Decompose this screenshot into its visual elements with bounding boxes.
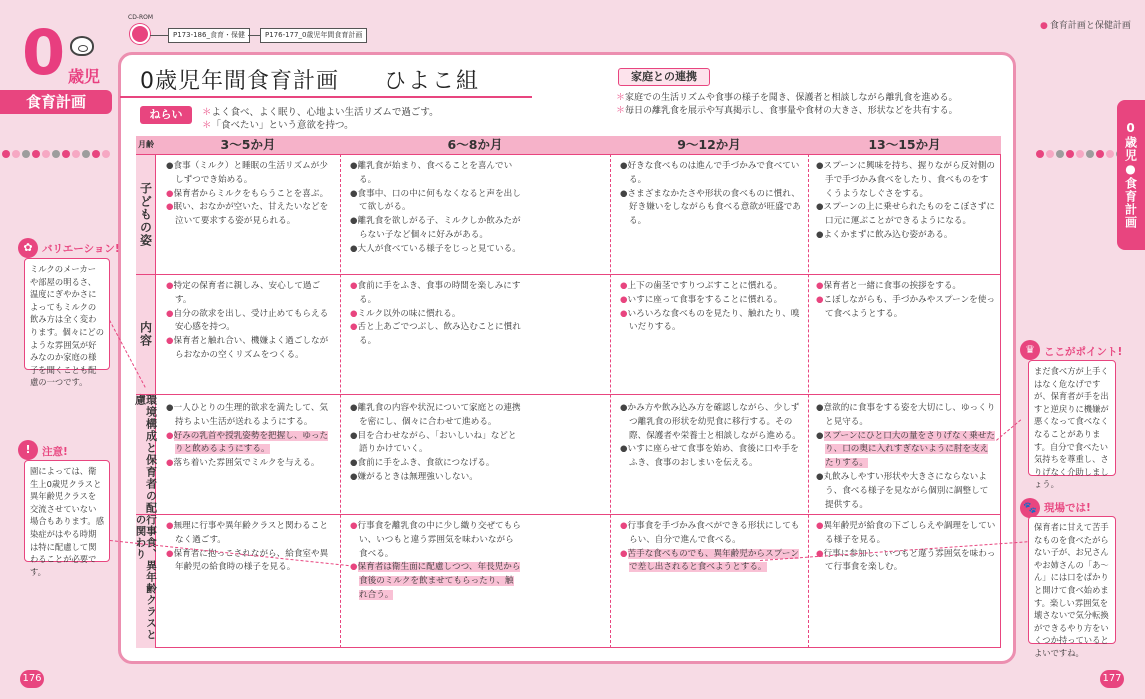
table-cell: ● 行事食を離乳食の中に少し織り交ぜてもらい、いつもと違う雰囲気を味わいながら食べる。 ● 保育者は衛生面に配慮しつつ、年長児から食後のミルクを飲ませてもらったり、触れ合う。	[350, 520, 522, 603]
path-file[interactable]: P176-177_0歳児年間食育計画	[260, 28, 367, 43]
table-cell: ● スプーンに興味を持ち、握りながら反対側の手で手づかみ食べをしたり、食べものをすくうようなしぐさをする。 ● スプーンの上に乗せられたものをこぼさずに口元に運ぶことができるようになる。 ● よくかまずに飲み込む姿がある。	[816, 160, 996, 243]
plan-title: 0歳児年間食育計画	[140, 69, 339, 94]
variation-title: バリエーション!	[42, 243, 120, 255]
row-label: 子どもの姿	[136, 154, 156, 274]
path-folder[interactable]: P173-186_食育・保健	[168, 28, 250, 43]
table-cell: ● 保育者と一緒に食事の挨拶をする。 ● こぼしながらも、手づかみやスプーンを使って食べようとする。	[816, 280, 996, 321]
table-cell: ● 離乳食が始まり、食べることを喜んでいる。 ● 食事中、口の中に何もなくなると声を出して欲しがる。 ● 離乳食を欲しがる子、ミルクしか飲みたがらない子など個々に好みがある。 ● 大人が食べている様子をじっと見ている。	[350, 160, 522, 257]
path-connector	[150, 35, 168, 36]
aims-label: ねらい	[140, 106, 192, 124]
section-label: 食育計画	[0, 90, 112, 114]
age-unit: 歳児	[68, 67, 101, 86]
point-note: まだ食べ方が上手くはなく危なげですが、保育者が手を出すと逆戻りに機嫌が悪くなって食べなくなることがあります。自分で食べたい気持ちを尊重し、さりげなく介助しましょう。	[1028, 360, 1116, 476]
caution-note: 園によっては、衛生上0歳児クラスと異年齢児クラスを交流させていない場合もあります。感染症がはやる時期は特に配慮して関わることが必要です。	[24, 460, 110, 562]
chapter-title: ● 食育計画と保健計画	[1040, 18, 1131, 31]
row-divider	[136, 394, 1001, 395]
cd-rom-icon	[130, 24, 150, 44]
family-label: 家庭との連携	[618, 68, 710, 86]
table-cell: ● 離乳食の内容や状況について家庭との連携を密にし、個々に合わせて進める。 ● 目を合わせながら、「おいしいね」などと語りかけていく。 ● 食前に手をふき、食欲につなげる。 ● 嫌がるときは無理強いしない。	[350, 402, 522, 485]
family-item: ＊ 毎日の離乳食を展示や写真掲示し、食事量や食材の大きさ、形状などを共有する。	[616, 103, 958, 116]
variation-note: ミルクのメーカーや部屋の明るさ、温度にぎやかさによってもミルクの飲み方は全く変わります。個々にどのような雰囲気が好みなのか家庭の様子を聞くことも配慮の一つです。	[24, 258, 110, 370]
cd-rom-label: CD-ROM	[128, 14, 154, 21]
table-cell: ● 食事（ミルク）と睡眠の生活リズムが少しずつでき始める。 ● 保育者からミルクをもらうことを喜ぶ。 ● 眠い、おなかが空いた、甘えたいなどを泣いて要求する姿が見られる。	[166, 160, 334, 229]
family-item: ＊ 家庭での生活リズムや食事の様子を聞き、保護者と相談しながら離乳食を進める。	[616, 90, 957, 103]
table-cell: ● 意欲的に食事をする姿を大切にし、ゆっくりと見守る。 ● スプーンにひと口大の量をさりげなく乗せたり、口の奥に入れすぎないように肘を支えたりする。 ● 丸飲みしやすい形状や大きさにならないよう、食べる様子を見ながら個別に調整して提供する。	[816, 402, 996, 512]
column-header: 9〜12か月	[610, 136, 808, 154]
table-cell: ● 特定の保育者に親しみ、安心して過ごす。 ● 自分の欲求を出し、受け止めてもらえる安心感を持つ。 ● 保育者と触れ合い、機嫌よく過ごしながらおなかの空くリズムをつくる。	[166, 280, 334, 363]
page-number-right: 177	[1100, 670, 1124, 688]
row-label: 内容	[136, 274, 156, 394]
site-title: 現場では!	[1044, 502, 1091, 514]
column-divider	[340, 154, 341, 648]
corner-header: 月齢	[136, 136, 156, 154]
column-divider	[610, 154, 611, 648]
caution-icon: !	[18, 440, 38, 460]
row-divider	[136, 514, 1001, 515]
row-divider	[136, 274, 1001, 275]
table-cell: ● 好きな食べものは進んで手づかみで食べている。 ● さまざまなかたさや形状の食べものに慣れ、好き嫌いをしながらも食べる意欲が旺盛である。	[620, 160, 802, 229]
aim-item: ＊ 「食べたい」という意欲を持つ。	[202, 117, 354, 131]
table-cell: ● かみ方や飲み込み方を確認しながら、少しずつ離乳食の形状を幼児食に移行する。その際、保護者や栄養士と相談しながら進める。 ● いすに座らせて食事を始め、食後に口や手をふき、食事のおしまいを伝える。	[620, 402, 802, 471]
title-underline	[120, 96, 532, 98]
dog-icon: 🐾	[1020, 498, 1040, 518]
crown-icon: ♛	[1020, 340, 1040, 360]
path-connector	[248, 35, 260, 36]
caution-title: 注意!	[42, 446, 68, 458]
flower-icon: ✿	[18, 238, 38, 258]
pig-icon	[70, 36, 94, 56]
point-title: ここがポイント!	[1044, 346, 1123, 358]
table-cell: ● 食前に手をふき、食事の時間を楽しみにする。 ● ミルク以外の味に慣れる。 ● 舌と上あごでつぶし、飲み込むことに慣れる。	[350, 280, 522, 349]
table-cell: ● 一人ひとりの生理的欲求を満たして、気持ちよい生活が送れるようにする。 ● 好みの乳首や授乳姿勢を把握し、ゆったりと飲めるようにする。 ● 落ち着いた雰囲気でミルクを与える。	[166, 402, 334, 471]
table-cell: ● 行事食を手づかみ食べができる形状にしてもらい、自分で進んで食べる。 ● 苦手な食べものでも、異年齢児からスプーンで差し出されると食べようとする。	[620, 520, 802, 575]
row-divider	[136, 154, 1001, 155]
table-cell: ● 上下の歯茎ですりつぶすことに慣れる。 ● いすに座って食事をすることに慣れる。 ● いろいろな食べものを見たり、触れたり、嗅いだりする。	[620, 280, 802, 335]
class-name: ひよこ組	[384, 69, 481, 94]
column-divider	[808, 154, 809, 648]
row-label: 行事食、異年齢クラスとの関わり	[136, 514, 156, 648]
table-cell: ● 異年齢児が給食の下ごしらえや調理をしている様子を見る。 ● 行事に参加し、いつもと違う雰囲気を味わって行事食を楽しむ。	[816, 520, 996, 575]
aim-item: ＊ よく食べ、よく眠り、心地よい生活リズムで過ごす。	[202, 104, 439, 118]
dots-decoration-left	[2, 150, 110, 160]
column-header: 6〜8か月	[340, 136, 610, 154]
site-note: 保育者に甘えて苦手なものを食べたがらない子が、お兄さんやお姉さんの「あ〜ん」には口をぱかりと開けて食べ始めます。楽しい雰囲気を壊さないで気分転換ができるやり方をいくつか持っているとよいですね。	[1028, 516, 1116, 644]
side-tab[interactable]: 0歳児●食育計画	[1117, 100, 1145, 250]
page-number-left: 176	[20, 670, 44, 688]
age-number: 0	[22, 16, 66, 89]
table-cell: ● 無理に行事や異年齢クラスと関わることなく過ごす。 ● 保育者に抱っこされながら、給食室や異年齢児の給食時の様子を見る。	[166, 520, 334, 575]
column-header: 3〜5か月	[156, 136, 340, 154]
row-label: 環境構成と保育者の配慮	[133, 394, 158, 514]
column-header: 13〜15か月	[808, 136, 1001, 154]
